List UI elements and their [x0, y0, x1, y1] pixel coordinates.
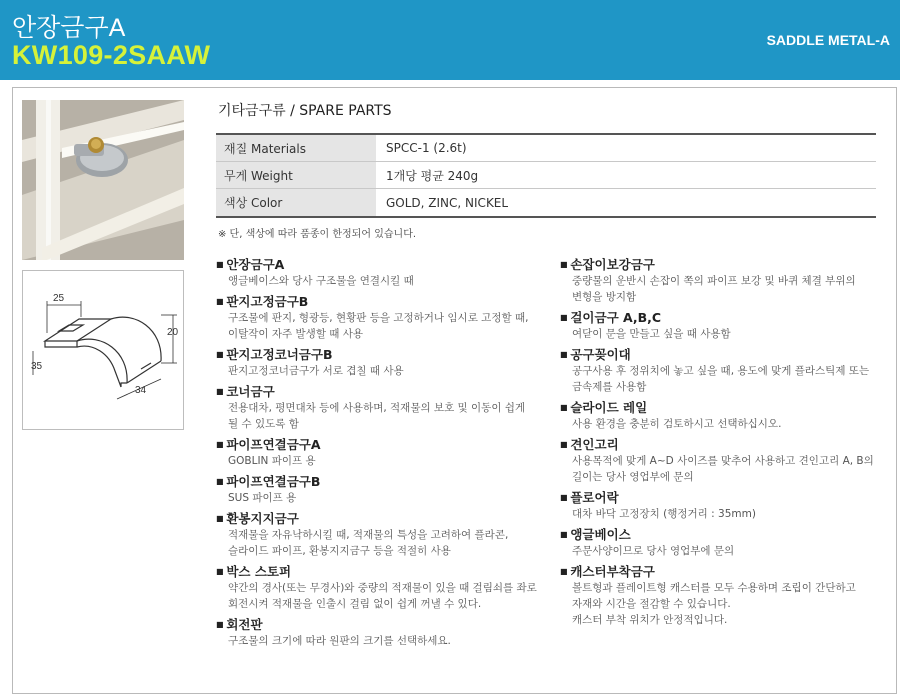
part-description: 주문사양이므로 당사 영업부에 문의: [572, 545, 735, 557]
part-description: 자재와 시간을 절감할 수 있습니다.: [572, 598, 731, 610]
color-note: ※ 단, 색상에 따라 품종이 한정되어 있습니다.: [218, 229, 417, 240]
part-title: ■ 슬라이드 레일: [560, 399, 890, 416]
parts-list-left: [216, 256, 556, 653]
part-item: [560, 399, 890, 432]
part-item: [216, 436, 556, 469]
part-item: [216, 293, 556, 342]
spec-value: SPCC-1 (2.6t): [386, 141, 467, 155]
part-description: 적재물을 자유낙하시킬 때, 적재물의 특성을 고려하여 플라콘,: [228, 529, 509, 541]
part-description: 변형을 방지함: [572, 291, 637, 303]
part-description: 중량물의 운반시 손잡이 쪽의 파이프 보강 및 바퀴 체결 부위의: [572, 275, 856, 287]
part-title: ■ 파이프연결금구B: [216, 473, 556, 490]
part-title: ■ 캐스터부착금구: [560, 563, 890, 580]
part-item: [560, 309, 890, 342]
product-photo: [22, 100, 184, 260]
part-title: ■ 견인고리: [560, 436, 890, 453]
part-title: ■ 공구꽂이대: [560, 346, 890, 363]
part-description: 판지고정코너금구가 서로 겹칠 때 사용: [228, 365, 404, 377]
part-item: [560, 436, 890, 485]
part-title: ■ 환봉지지금구: [216, 510, 556, 527]
spec-key: 색상 Color: [216, 189, 376, 216]
part-description: 구조물에 판지, 형광등, 현황판 등을 고정하거나 임시로 고정할 때,: [228, 312, 529, 324]
spec-value: 1개당 평균 240g: [386, 168, 479, 183]
spec-row-materials: [216, 135, 876, 162]
dim-left-label: 35: [31, 361, 43, 372]
product-title: 안장금구A: [12, 14, 126, 42]
spec-row-weight: [216, 162, 876, 189]
dim-top-label: 25: [53, 293, 65, 304]
part-description: 캐스터 부착 위치가 안정적입니다.: [572, 614, 728, 626]
part-description: 여닫이 문을 만들고 싶을 때 사용함: [572, 328, 731, 340]
part-description: 사용목적에 맞게 A~D 사이즈를 맞추어 사용하고 견인고리 A, B의: [572, 455, 874, 467]
part-title: ■ 플로어락: [560, 489, 890, 506]
part-item: [216, 346, 556, 379]
spec-key: 무게 Weight: [216, 162, 376, 188]
part-item: [216, 563, 556, 612]
part-description: 앵글베이스와 당사 구조물을 연결시킬 때: [228, 275, 414, 287]
part-description: 전용대차, 평면대차 등에 사용하며, 적재물의 보호 및 이동이 쉽게: [228, 402, 526, 414]
part-title: ■ 회전판: [216, 616, 556, 633]
part-item: [216, 473, 556, 506]
dim-right-label: 20: [167, 327, 179, 338]
header-bar: [0, 0, 900, 80]
part-item: [216, 510, 556, 559]
part-item: [560, 489, 890, 522]
part-description: 약간의 경사(또는 무경사)와 중량의 적재물이 있을 때 걸림쇠를 좌로: [228, 582, 537, 594]
part-item: [560, 526, 890, 559]
part-item: [216, 616, 556, 649]
part-item: [216, 256, 556, 289]
product-english-name: SADDLE METAL-A: [766, 32, 890, 48]
part-description: 공구사용 후 정위치에 놓고 싶을 때, 용도에 맞게 플라스틱제 또는: [572, 365, 870, 377]
part-title: ■ 파이프연결금구A: [216, 436, 556, 453]
saddle-drawing-svg: [23, 271, 183, 429]
part-description: 회전시켜 적재물을 인출시 걸림 없이 쉽게 꺼낼 수 있다.: [228, 598, 482, 610]
part-title: ■ 코너금구: [216, 383, 556, 400]
part-description: 금속제를 사용함: [572, 381, 647, 393]
product-code: KW109-2SAAW: [12, 40, 211, 70]
section-title: 기타금구류 / SPARE PARTS: [218, 103, 392, 119]
part-title: ■ 안장금구A: [216, 256, 556, 273]
part-item: [560, 563, 890, 628]
product-photo-illustration: [22, 100, 184, 260]
part-title: ■ 판지고정코너금구B: [216, 346, 556, 363]
part-description: 볼트형과 플레이트형 캐스터를 모두 수용하며 조립이 간단하고: [572, 582, 856, 594]
part-title: ■ 걸이금구 A,B,C: [560, 309, 890, 326]
part-title: ■ 손잡이보강금구: [560, 256, 890, 273]
part-description: 사용 환경을 충분히 검토하시고 선택하십시오.: [572, 418, 782, 430]
part-description: 길이는 당사 영업부에 문의: [572, 471, 694, 483]
part-description: SUS 파이프 용: [228, 492, 297, 504]
part-description: 이탈작이 자주 발생할 때 사용: [228, 328, 364, 340]
part-description: GOBLIN 파이프 용: [228, 455, 316, 467]
part-description: 대차 바닥 고정장치 (행정거리 : 35mm): [572, 508, 756, 520]
dim-bottom-label: 34: [135, 385, 147, 396]
spec-key: 재질 Materials: [216, 135, 376, 161]
spec-value: GOLD, ZINC, NICKEL: [386, 195, 509, 210]
part-item: [216, 383, 556, 432]
spec-table: [216, 133, 876, 218]
part-description: 슬라이드 파이프, 환봉지지금구 등을 적절히 사용: [228, 545, 451, 557]
part-title: ■ 앵글베이스: [560, 526, 890, 543]
part-item: [560, 346, 890, 395]
spec-row-color: [216, 189, 876, 216]
parts-list-right: [560, 256, 890, 632]
part-description: 될 수 있도록 함: [228, 418, 299, 430]
part-description: 구조물의 크기에 따라 원판의 크기를 선택하세요.: [228, 635, 451, 647]
part-item: [560, 256, 890, 305]
part-title: ■ 박스 스토퍼: [216, 563, 556, 580]
part-title: ■ 판지고정금구B: [216, 293, 556, 310]
dimension-drawing: [22, 270, 184, 430]
